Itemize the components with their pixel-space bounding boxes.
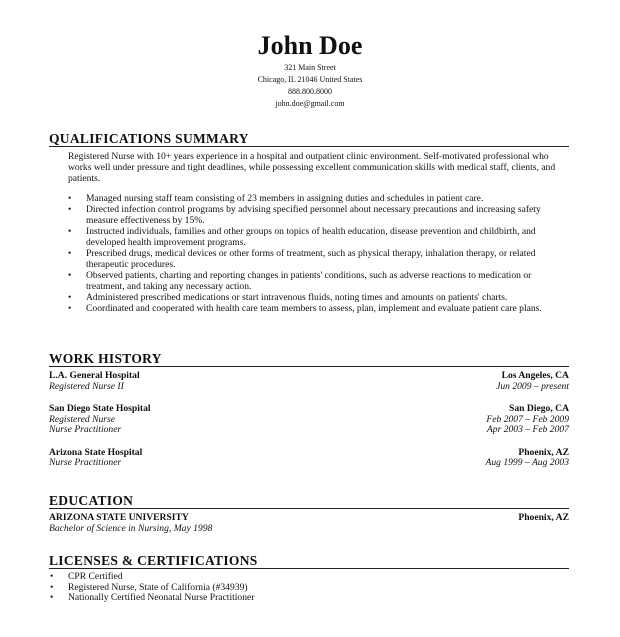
school-name: ARIZONA STATE UNIVERSITY — [49, 512, 189, 523]
list-item: • Directed infection control programs by advising specified personnel about necessary precautions and increasing safety measure effectiveness by 15%. — [49, 204, 569, 226]
school-location: Phoenix, AZ — [518, 512, 569, 523]
licenses-section — [49, 554, 569, 604]
list-item: • Registered Nurse, State of California (#34939) — [49, 583, 569, 594]
list-item: • Administered prescribed medications or start intravenous fluids, noting times and amounts on patients' charts. — [49, 292, 569, 303]
job-entry — [49, 371, 569, 392]
licenses-list — [49, 572, 569, 604]
job-title: Nurse Practitioner — [49, 457, 122, 468]
education-heading: EDUCATION — [49, 494, 569, 509]
employer-name: San Diego State Hospital — [49, 403, 151, 414]
list-item: • Managed nursing staff team consisting of 23 members in assigning duties and schedules in patient care. — [49, 193, 569, 204]
list-item: • Prescribed drugs, medical devices or other forms of treatment, such as physical therapy, inhalation therapy, or related therapeutic procedures. — [49, 248, 569, 270]
list-item: • Instructed individuals, families and other groups on topics of health education, disease prevention and childbirth, and developed health improvement programs. — [49, 226, 569, 248]
qualifications-list — [49, 193, 569, 314]
education-section — [49, 494, 569, 534]
list-item: • Coordinated and cooperated with health care team members to assess, plan, implement and evaluate patient care plans. — [49, 303, 569, 314]
job-dates: Apr 2003 – Feb 2007 — [486, 424, 569, 435]
job-title: Nurse Practitioner — [49, 424, 122, 435]
summary-paragraph: Registered Nurse with 10+ years experience in a hospital and outpatient clinic environment. Self-motivated professional who works well under pressure and tight deadlines, while possessing excellent communication skills with medical staff, clients, and patients. — [68, 151, 556, 184]
list-item: • CPR Certified — [49, 572, 569, 583]
address-line: 321 Main Street — [284, 63, 336, 72]
work-history-heading: WORK HISTORY — [49, 352, 569, 367]
job-entry — [49, 404, 569, 436]
email-line: john.doe@gmail.com — [275, 99, 345, 108]
employer-name: L.A. General Hospital — [49, 370, 140, 381]
list-item: • Observed patients, charting and reporting changes in patients' conditions, such as adverse reactions to medication or treatment, and taking any necessary action. — [49, 270, 569, 292]
job-location: San Diego, CA — [509, 403, 569, 414]
job-title: Registered Nurse II — [49, 380, 124, 392]
phone-line: 888.800.8000 — [288, 87, 332, 96]
job-dates: Jun 2009 – present — [496, 380, 569, 392]
resume-header — [0, 30, 620, 110]
qualifications-heading: QUALIFICATIONS SUMMARY — [49, 132, 569, 147]
education-entry — [49, 513, 569, 534]
licenses-heading: LICENSES & CERTIFICATIONS — [49, 554, 569, 569]
job-title: Registered Nurse — [49, 413, 115, 425]
qualifications-section — [49, 132, 569, 314]
job-location: Los Angeles, CA — [501, 370, 569, 381]
job-location: Phoenix, AZ — [518, 446, 569, 458]
job-entry — [49, 448, 569, 469]
candidate-name: John Doe — [257, 31, 363, 60]
job-dates: Feb 2007 – Feb 2009 — [486, 413, 569, 425]
degree: Bachelor of Science in Nursing, May 1998 — [49, 522, 213, 534]
city-line: Chicago, IL 21046 United States — [257, 75, 363, 84]
job-dates: Aug 1999 – Aug 2003 — [485, 457, 569, 468]
list-item: • Nationally Certified Neonatal Nurse Practitioner — [49, 593, 569, 604]
employer-name: Arizona State Hospital — [49, 446, 143, 458]
work-history-section — [49, 352, 569, 469]
